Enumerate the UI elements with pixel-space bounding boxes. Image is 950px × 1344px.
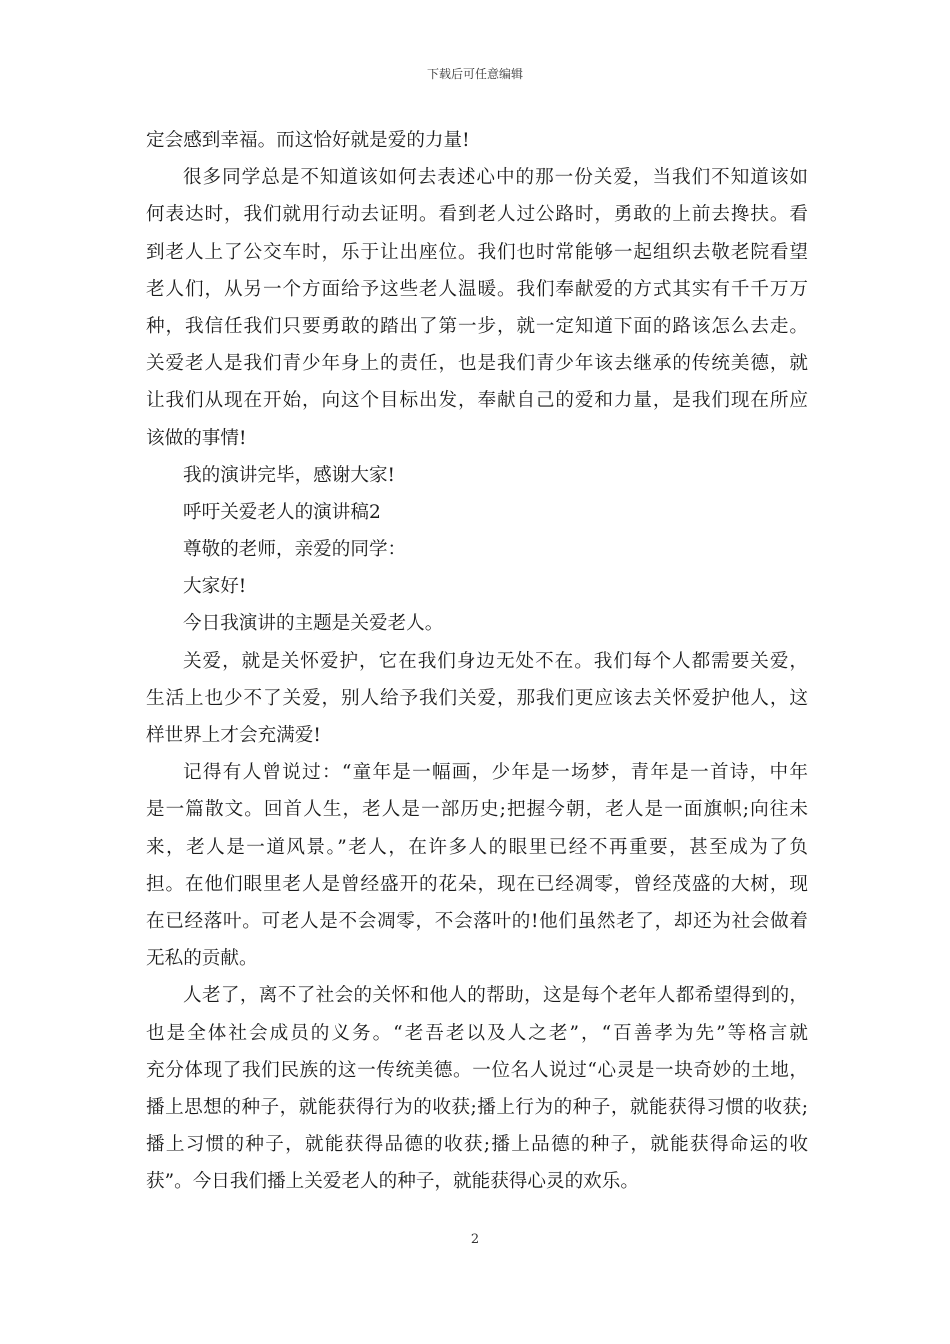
text-line: 样世界上才会充满爱! bbox=[146, 725, 321, 746]
text-line: 生活上也少不了关爱，别人给予我们关爱，那我们更应该去关怀爱护他人，这 bbox=[146, 687, 808, 709]
text-line: 我的演讲完毕，感谢大家! bbox=[183, 464, 396, 486]
text-line: 关爱老人是我们青少年身上的责任，也是我们青少年该去继承的传统美德，就 bbox=[146, 353, 808, 375]
text-line: 获”。今日我们播上关爱老人的种子，就能获得心灵的欢乐。 bbox=[146, 1171, 639, 1193]
text-line: 关爱，就是关怀爱护，它在我们身边无处不在。我们每个人都需要关爱， bbox=[183, 650, 808, 672]
text-line: 来，老人是一道风景。”老人，在许多人的眼里已经不再重要，甚至成为了负 bbox=[146, 836, 808, 858]
text-line: 定会感到幸福。而这恰好就是爱的力量! bbox=[146, 130, 470, 151]
text-line: 到老人上了公交车时，乐于让出座位。我们也时常能够一起组织去敬老院看望 bbox=[146, 241, 808, 263]
text-line: 该做的事情! bbox=[146, 427, 247, 449]
text-line: 很多同学总是不知道该如何去表述心中的那一份关爱，当我们不知道该如 bbox=[183, 167, 808, 189]
text-line: 今日我演讲的主题是关爱老人。 bbox=[183, 613, 444, 635]
text-line: 在已经落叶。可老人是不会凋零，不会落叶的!他们虽然老了，却还为社会做着 bbox=[146, 910, 808, 932]
text-line: 种，我信任我们只要勇敢的踏出了第一步，就一定知道下面的路该怎么去走。 bbox=[146, 315, 808, 337]
text-line: 充分体现了我们民族的这一传统美德。一位名人说过“心灵是一块奇妙的土地， bbox=[146, 1059, 808, 1081]
text-line: 尊敬的老师，亲爱的同学： bbox=[183, 539, 407, 561]
page-number: 2 bbox=[470, 1232, 480, 1247]
text-line: 呼吁关爱老人的演讲稿2 bbox=[183, 501, 381, 523]
text-line: 无私的贡献。 bbox=[146, 948, 258, 970]
text-line: 让我们从现在开始，向这个目标出发，奉献自己的爱和力量，是我们现在所应 bbox=[146, 390, 808, 412]
text-line: 老人们，从另一个方面给予这些老人温暖。我们奉献爱的方式其实有千千万万 bbox=[146, 278, 808, 300]
text-line: 担。在他们眼里老人是曾经盛开的花朵，现在已经凋零，曾经茂盛的大树，现 bbox=[146, 873, 808, 895]
text-line: 人老了，离不了社会的关怀和他人的帮助，这是每个老年人都希望得到的， bbox=[183, 985, 808, 1007]
text-line: 是一篇散文。回首人生，老人是一部历史;把握今朝，老人是一面旗帜;向往未 bbox=[146, 799, 808, 821]
text-line: 播上习惯的种子，就能获得品德的收获;播上品德的种子，就能获得命运的收 bbox=[146, 1134, 808, 1156]
document-body bbox=[146, 122, 808, 1200]
page-header: 下载后可任意编辑 bbox=[426, 67, 523, 81]
text-line: 也是全体社会成员的义务。“老吾老以及人之老”，“百善孝为先”等格言就 bbox=[146, 1022, 808, 1044]
text-line: 大家好! bbox=[183, 576, 247, 598]
text-line: 记得有人曾说过：“童年是一幅画，少年是一场梦，青年是一首诗，中年 bbox=[183, 762, 808, 784]
text-line: 何表达时，我们就用行动去证明。看到老人过公路时，勇敢的上前去搀扶。看 bbox=[146, 204, 808, 226]
text-line: 播上思想的种子，就能获得行为的收获;播上行为的种子，就能获得习惯的收获; bbox=[146, 1096, 808, 1118]
